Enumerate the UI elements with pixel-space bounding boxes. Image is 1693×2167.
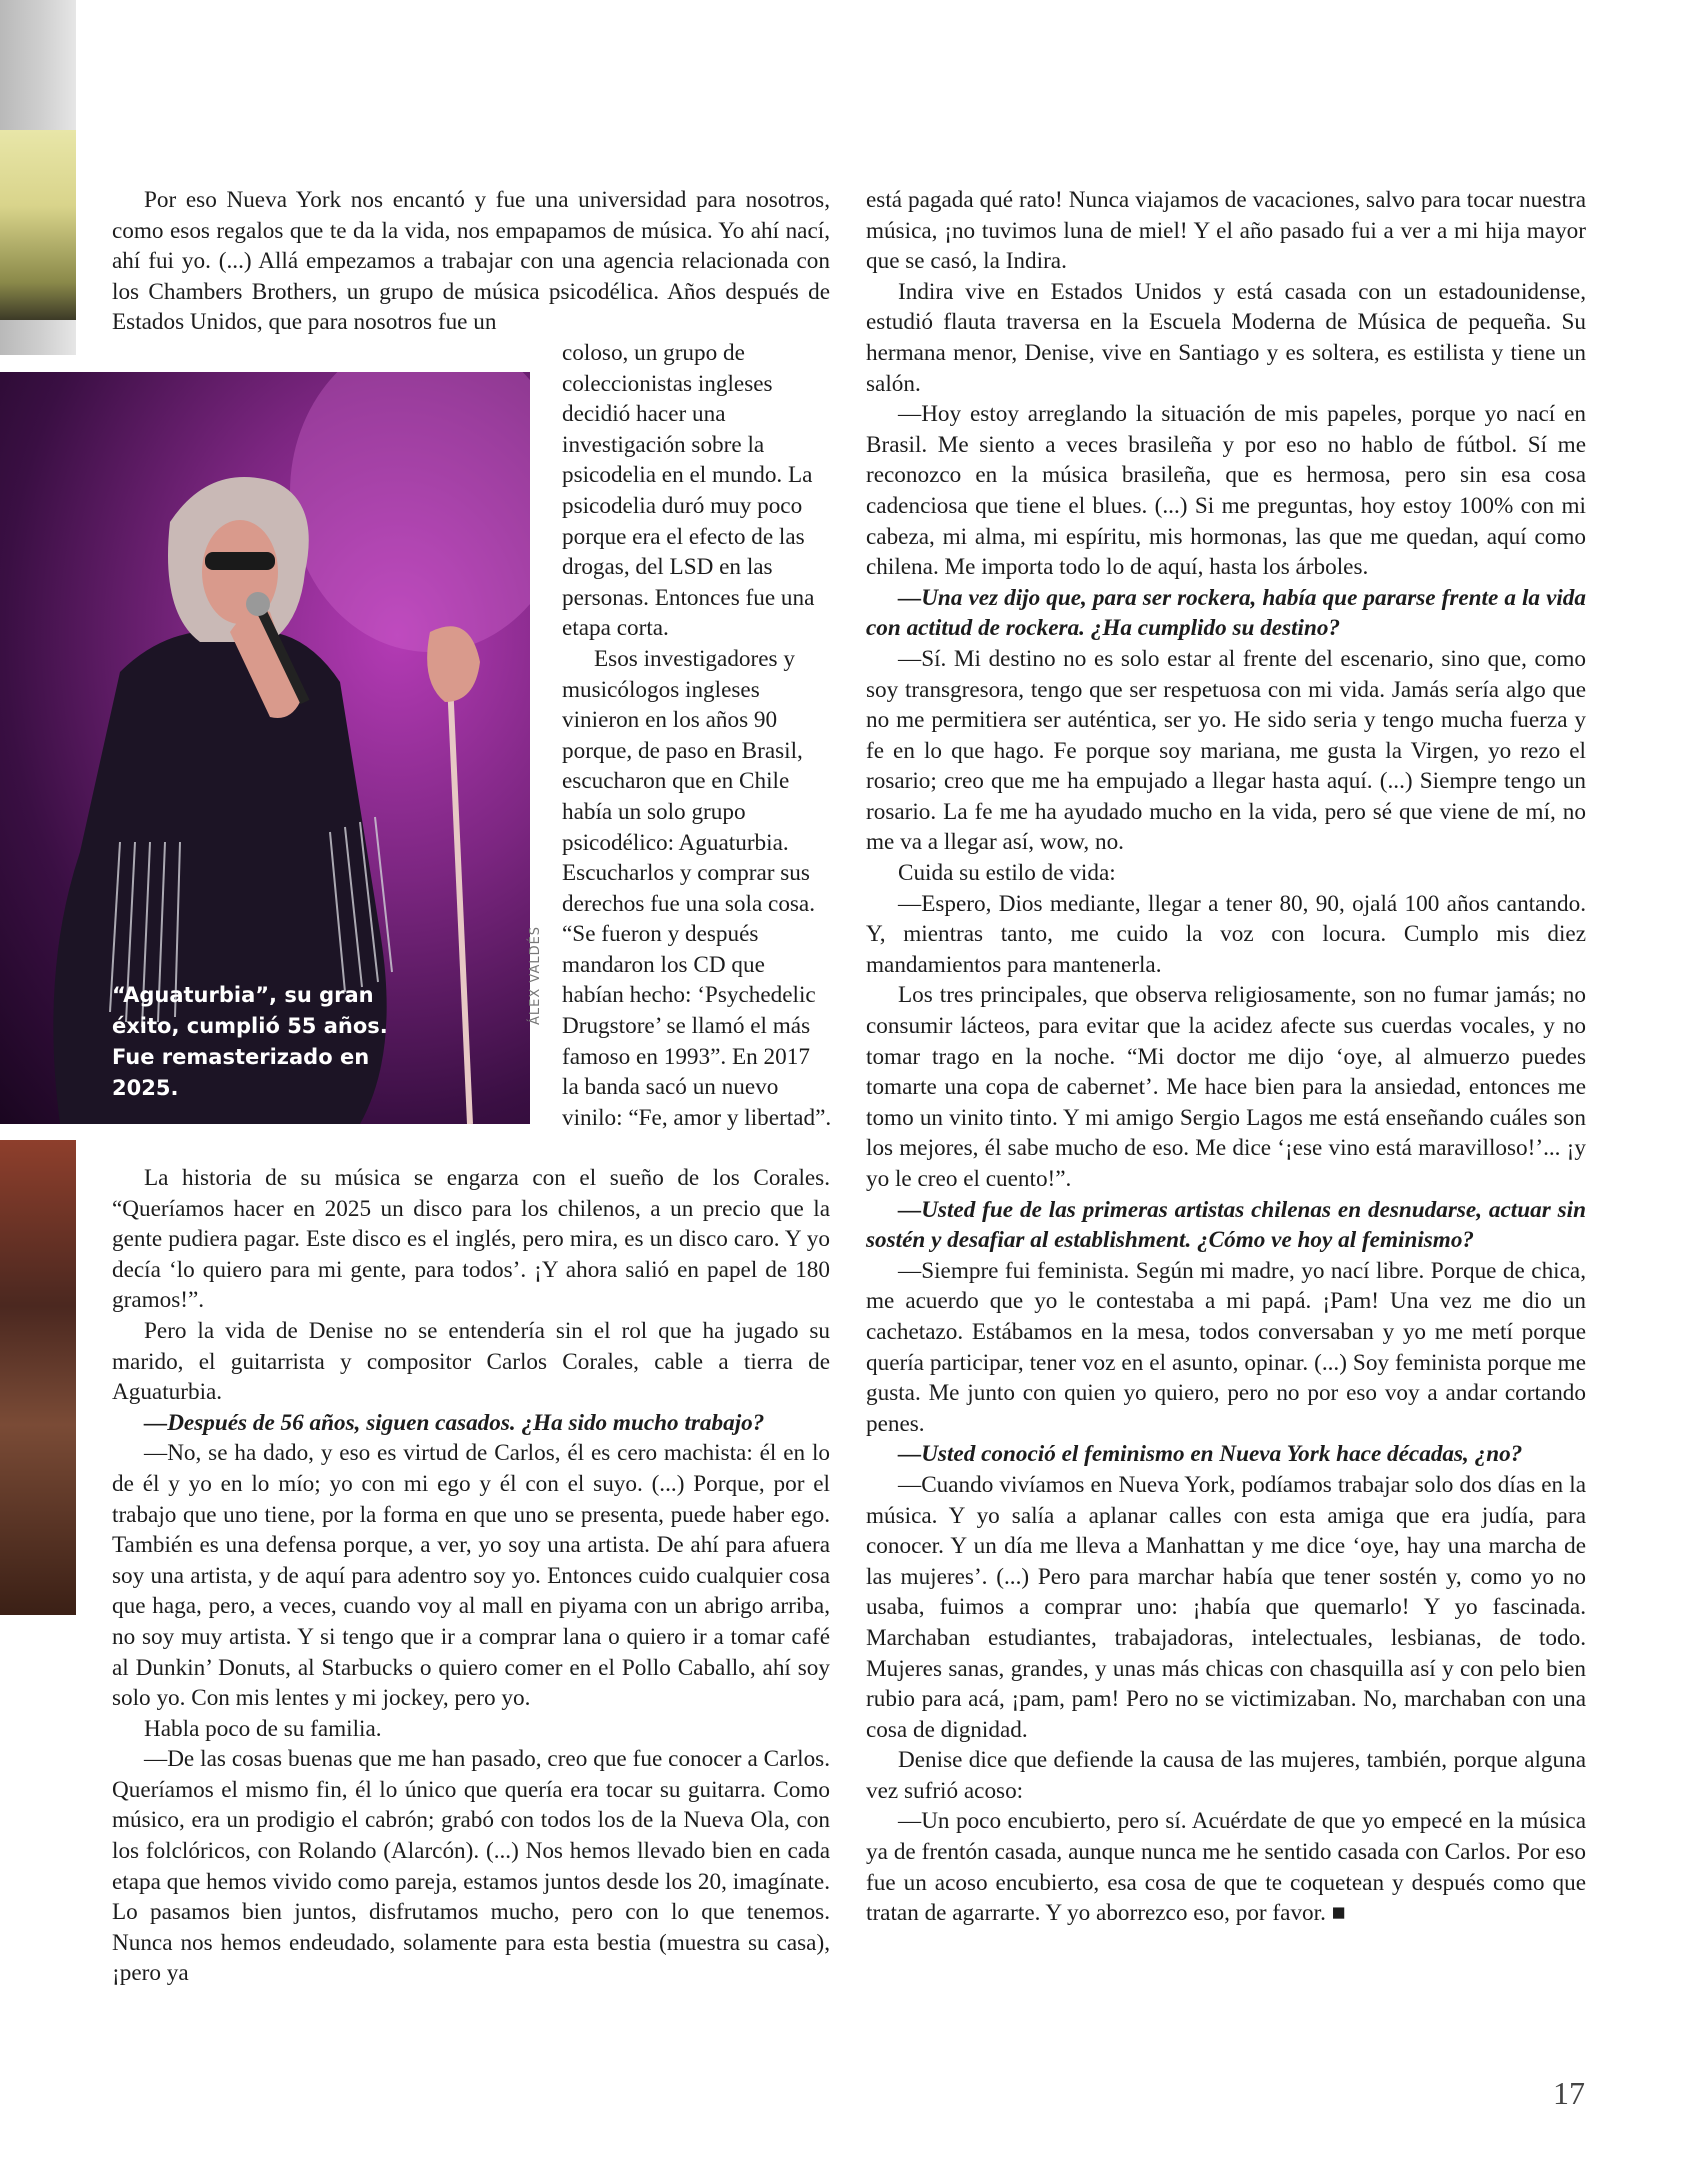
- photo-caption: “Aguaturbia”, su gran éxito, cumplió 55 años. Fue remasterizado en 2025.: [112, 983, 388, 1100]
- paragraph: Esos investigadores y musicólogos ingleses vinieron en los años 90 porque, de paso en Brasil, escucharon que en Chile había un solo grupo psicodélico: Aguaturbia. Escucharlos y comprar sus derechos fue una sola cosa. “Se fueron y después mandaron los CD que habían hecho: ‘Psychedelic Drugstore’ se llamó el más famoso en 1993”. En 2017 la banda sacó un nuevo vinilo: “Fe, amor y libertad”.: [562, 645, 832, 1131]
- paragraph: —De las cosas buenas que me han pasado, creo que fue conocer a Carlos. Queríamos el mismo fin, él lo único que quería era tocar su guitarra. Como músico, era un prodigio el cabrón; grabó con todos los de la Nueva Ola, con los folclóricos, con Rolando (Alarcón). (...) Nos hemos llevado bien en cada etapa que hemos vivido como pareja, estamos juntos desde los 20, imagínate. Lo pasamos bien juntos, disfrutamos mucho, pero con lo que tenemos. Nunca nos hemos endeudado, solamente para esta bestia (muestra su casa), ¡pero ya: [112, 1746, 830, 1987]
- page-number: 17: [1553, 2075, 1585, 2111]
- paragraph: está pagada qué rato! Nunca viajamos de vacaciones, salvo para tocar nuestra música, ¡no tuvimos luna de miel! Y el año pasado fui a ver a mi hija mayor que se casó, la Indira.: [866, 187, 1586, 275]
- column1-body: [112, 1163, 830, 1989]
- photo-credit: ÁLEX VALDÉS: [528, 925, 543, 1025]
- paragraph: Por eso Nueva York nos encantó y fue una universidad para nosotros, como esos regalos que te da la vida, nos empapamos de música. Yo ahí nací, ahí fui yo. (...) Allá empezamos a trabajar con una agencia relacionada con los Chambers Brothers, un grupo de música psicodélica. Años después de Estados Unidos, que para nosotros fue un: [112, 187, 830, 336]
- paragraph: La historia de su música se engarza con el sueño de los Corales. “Queríamos hacer en 2025 un disco para los chilenos, a un precio que la gente pudiera pagar. Este disco es el inglés, pero mira, es un disco caro. Y yo decía ‘lo quiero para mi gente, para todos’. ¡Y ahora salió en papel de 180 gramos!”.: [112, 1165, 830, 1314]
- paragraph: Cuida su estilo de vida:: [898, 860, 1116, 887]
- paragraph: —Siempre fui feminista. Según mi madre, yo nací libre. Porque de chica, me acuerdo que yo le contestaba a mi papá. ¡Pam! Una vez me dio un cachetazo. Estábamos en la mesa, todos conversaban y yo me metí porque quería participar, tener voz en el asunto, opinar. (...) Soy feminista porque me gusta. Me junto con quien yo quiero, pero no por eso voy a andar cortando penes.: [866, 1257, 1586, 1437]
- interview-question: —Usted fue de las primeras artistas chilenas en desnudarse, actuar sin sostén y desafiar al establishment. ¿Cómo ve hoy al feminismo?: [866, 1196, 1586, 1254]
- paragraph: Indira vive en Estados Unidos y está casada con un estadounidense, estudió flauta traversa en la Escuela Moderna de Música de pequeña. Su hermana menor, Denise, vive en Santiago y es soltera, es estilista y tiene un salón.: [866, 278, 1586, 397]
- paragraph: —No, se ha dado, y eso es virtud de Carlos, él es cero machista: él en lo de él y yo en lo mío; yo con mi ego y él con el suyo. (...) Porque, por el trabajo que uno tiene, por la forma en que uno se presenta, puede haber ego. También es una defensa porque, a ver, yo soy una artista. De ahí para afuera soy una artista, y de aquí para adentro soy yo. Entonces cuido cualquier cosa que haga, pero, a veces, cuando voy al mall en piyama con un abrigo arriba, no soy muy artista. Y si tengo que ir a comprar lana o quiero ir a tomar café al Dunkin’ Donuts, al Starbucks o quiero comer en el Pollo Caballo, ahí soy solo yo. Con mis lentes y mi jockey, pero yo.: [112, 1440, 830, 1712]
- paragraph: Habla poco de su familia.: [144, 1715, 382, 1742]
- paragraph: Denise dice que defiende la causa de las mujeres, también, porque alguna vez sufrió acoso:: [866, 1747, 1586, 1804]
- column1-intro: [112, 185, 830, 338]
- paragraph: —Espero, Dios mediante, llegar a tener 80, 90, ojalá 100 años cantando. Y, mientras tanto, me cuido la voz con locura. Cumplo mis diez mandamientos para mantenerla.: [866, 890, 1586, 978]
- paragraph: —Cuando vivíamos en Nueva York, podíamos trabajar solo dos días en la música. Y yo salía a aplanar calles con esta amiga que era judía, para conocer. Y un día me lleva a Manhattan y me dice ‘oye, hay una marcha de las mujeres’. (...) Pero para marchar había que tener sostén y, como yo no usaba, fuimos a comprar uno: ¡había que quemarlo! Y yo fascinada. Marchaban estudiantes, trabajadoras, intelectuales, lesbianas, de todo. Mujeres sanas, grandes, y unas más chicas con chasquilla así y con pelo bien rubio para acá, ¡pam, pam! Pero no se victimizaban. No, marchaban con una cosa de dignidad.: [866, 1471, 1586, 1743]
- paragraph: —Un poco encubierto, pero sí. Acuérdate de que yo empecé en la música ya de frentón casada, aunque nunca me he sentido casada con Carlos. Por eso fue un acoso encubierto, esa cosa de que te coquetean y después como que tratan de agarrarte. Y yo aborrezco eso, por favor. ■: [866, 1808, 1586, 1927]
- left-edge-image-top: [0, 0, 76, 355]
- column1-beside-photo: [562, 338, 832, 1133]
- paragraph: coloso, un grupo de coleccionistas ingleses decidió hacer una investigación sobre la psicodelia en el mundo. La psicodelia duró muy poco porque era el efecto de las drogas, del LSD en las personas. Entonces fue una etapa corta.: [562, 340, 815, 642]
- left-edge-image-bottom: [0, 1140, 76, 1615]
- paragraph: Los tres principales, que observa religiosamente, son no fumar jamás; no consumir lácteos, para evitar que la acidez afecte sus cuerdas vocales, y no tomar trago en la noche. “Mi doctor me dijo ‘oye, al almuerzo puedes tomarte una copa de cabernet’. Me hace bien para la ansiedad, entonces me tomo un vinito tinto. Y mi amigo Sergio Lagos me está enseñando cuáles son los mejores, él sabe mucho de eso. Me dice ‘¡ese vino está maravilloso!’... ¡y yo le creo el cuento!”.: [866, 982, 1586, 1192]
- paragraph: —Sí. Mi destino no es solo estar al frente del escenario, sino que, como soy transgresora, tengo que ser respetuosa con mi vida. Jamás sería algo que no me permitiera ser auténtica, ser yo. He sido seria y tengo mucha fuerza y fe en lo que hago. Fe porque soy mariana, me gusta la Virgen, yo rezo el rosario; creo que me ha empujado a llegar hasta aquí. (...) Siempre tengo un rosario. La fe me ha ayudado mucho en la vida, pero sé que viene de mí, no me va a llegar así, wow, no.: [866, 645, 1586, 856]
- paragraph: —Hoy estoy arreglando la situación de mis papeles, porque yo nací en Brasil. Me siento a veces brasileña y por eso no hablo de fútbol. Sí me reconozco en la música brasileña, que es hermosa, pero sin esa cosa cadenciosa que tiene el blues. (...) Si me preguntas, hoy estoy 100% con mi cabeza, mi alma, mi espíritu, mis hormonas, las que me quedan, aquí como chilena. Me importa todo lo de aquí, hasta los árboles.: [866, 401, 1586, 581]
- paragraph: Pero la vida de Denise no se entendería sin el rol que ha jugado su marido, el guitarrista y compositor Carlos Corales, cable a tierra de Aguaturbia.: [112, 1317, 830, 1406]
- interview-question: —Después de 56 años, siguen casados. ¿Ha sido mucho trabajo?: [144, 1409, 765, 1436]
- interview-question: —Usted conoció el feminismo en Nueva York hace décadas, ¿no?: [898, 1441, 1523, 1468]
- column2-body: [866, 185, 1586, 1929]
- interview-question: —Una vez dijo que, para ser rockera, había que pararse frente a la vida con actitud de rockera. ¿Ha cumplido su destino?: [866, 584, 1586, 642]
